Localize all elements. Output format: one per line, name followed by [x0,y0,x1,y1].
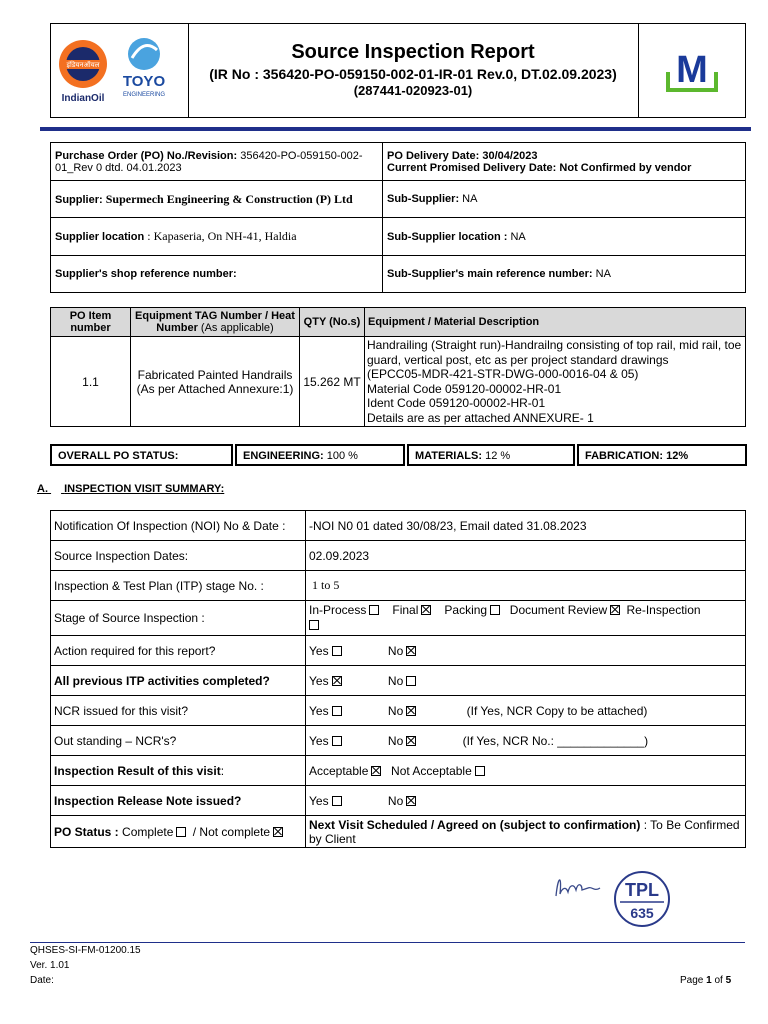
yes-label: Yes [309,733,329,748]
section-a-heading [37,483,224,495]
no-label: No [387,673,404,688]
stage-reinspection-label: Re-Inspection [626,603,701,617]
section-letter: A. [37,483,48,495]
outstanding-label: Out standing – NCR's? [51,726,306,756]
desc-line: Details are as per attached ANNEXURE- 1 [367,410,594,425]
footer-divider [30,942,745,943]
page-total: 5 [725,975,732,986]
no-label: No [387,703,404,718]
table-row [51,696,746,726]
m-logo-letter: M [676,49,708,91]
itp-label: Inspection & Test Plan (ITP) stage No. : [51,571,306,601]
noi-label: Notification Of Inspection (NOI) No & Date : [51,511,306,541]
indianoil-toyo-logo [51,24,188,117]
stage-reinspection-checkbox[interactable] [309,620,319,630]
subsupplier-label: Sub-Supplier: [387,193,460,205]
po-label: Purchase Order (PO) No./Revision: [55,149,238,162]
item-description [365,337,746,427]
indianoil-text: IndianOil [61,93,105,104]
table-row [51,726,746,756]
desc-line: Ident Code 059120-00002-HR-01 [367,396,546,410]
table-row [51,756,746,786]
result-options [306,756,746,786]
ncr-no-checkbox[interactable] [406,706,416,716]
no-label: No [387,733,404,748]
release-options [306,786,746,816]
no-label: No [387,793,404,808]
prev-yes-checkbox[interactable] [332,676,342,686]
action-label: Action required for this report? [51,636,306,666]
footer-date-label: Date: [30,975,54,986]
engineering-value: 100 % [326,450,358,462]
stage-docreview-label: Document Review [509,603,608,617]
col-tag-note: (As applicable) [200,322,274,334]
release-no-checkbox[interactable] [406,796,416,806]
fabrication-label: FABRICATION: [585,450,664,462]
stage-final-label: Final [392,603,419,617]
dates-value: 02.09.2023 [306,541,746,571]
stage-inprocess-checkbox[interactable] [369,605,379,615]
location-label: Supplier location [55,231,145,243]
indianoil-hindi-text: इंडियनऑयल [66,61,100,69]
table-row [51,666,746,696]
materials-status-box [407,444,575,466]
title-block [188,24,638,117]
table-row [51,337,746,427]
report-title: Source Inspection Report [291,41,535,63]
m-logo-block [638,24,746,117]
acceptable-checkbox[interactable] [371,766,381,776]
stage-final-checkbox[interactable] [421,605,431,615]
location-value: : Kapaseria, On NH-41, Haldia [147,229,297,243]
next-visit-label: Next Visit Scheduled / Agreed on (subject to confirmation) [309,817,641,832]
desc-line: Material Code 059120-00002-HR-01 [367,381,562,396]
not-complete-label: / Not complete [192,824,271,839]
complete-label: Complete [122,824,174,839]
next-visit-cell [306,816,746,848]
not-acceptable-checkbox[interactable] [475,766,485,776]
action-yes-checkbox[interactable] [332,646,342,656]
desc-line: Handrailing (Straight run)-Handrailng consisting of top rail, mid rail, toe guard, vertical post, etc as per project standard drawings [367,338,742,367]
ref-number: (287441-020923-01) [353,83,473,98]
result-colon: : [220,763,225,778]
signature-stamp [548,866,678,932]
stage-options [306,601,746,636]
release-label: Inspection Release Note issued? [51,786,306,816]
overall-status-label: OVERALL PO STATUS: [58,450,179,462]
no-label: No [387,643,404,658]
table-row [51,636,746,666]
header-divider [40,127,751,131]
promised-label: Current Promised Delivery Date: [387,161,557,174]
items-table [50,307,746,427]
visit-summary-table [50,510,746,848]
sublocation-value: NA [510,230,526,243]
item-qty: 15.262 MT [300,337,365,427]
supplier-label: Supplier: [55,193,103,206]
ncr-yes-checkbox[interactable] [332,706,342,716]
outstanding-no-checkbox[interactable] [406,736,416,746]
table-row [51,786,746,816]
prev-label: All previous ITP activities completed? [51,666,306,696]
m-logo [639,24,746,117]
not-complete-checkbox[interactable] [273,827,283,837]
complete-checkbox[interactable] [176,827,186,837]
report-header [50,23,746,118]
po-status-label: PO Status : [54,824,119,839]
table-row [51,571,746,601]
result-label: Inspection Result of this visit [54,763,221,778]
shopref-label: Supplier's shop reference number: [55,268,237,280]
col-tag [131,308,300,337]
stamp-text-bottom: 635 [630,905,654,921]
outstanding-yes-checkbox[interactable] [332,736,342,746]
po-status-cell [51,816,306,848]
page-word: Page [680,975,704,986]
prev-options [306,666,746,696]
yes-label: Yes [309,643,329,658]
delivery-value: 30/04/2023 [482,149,538,162]
col-qty: QTY (No.s) [300,308,365,337]
section-colon: : [220,483,225,495]
yes-label: Yes [309,703,329,718]
next-visit-value: : To Be Confirmed by Client [309,817,740,846]
stage-docreview-checkbox[interactable] [610,605,620,615]
action-no-checkbox[interactable] [406,646,416,656]
stage-label: Stage of Source Inspection : [51,601,306,636]
yes-label: Yes [309,793,329,808]
acceptable-label: Acceptable [309,763,369,778]
subsupplier-value: NA [462,193,478,205]
logo-block [51,24,189,117]
release-yes-checkbox[interactable] [332,796,342,806]
engineering-status-box [235,444,405,466]
not-acceptable-label: Not Acceptable [391,763,472,778]
action-options [306,636,746,666]
noi-value: -NOI N0 01 dated 30/08/23, Email dated 31.08.2023 [306,511,746,541]
toyo-sub-text: ENGINEERING [122,92,166,98]
stamp-text-top: TPL [625,880,659,900]
col-po-item: PO Item number [51,308,131,337]
overall-status-box [50,444,233,466]
ncr-label: NCR issued for this visit? [51,696,306,726]
materials-label: MATERIALS: [415,450,483,462]
dates-label: Source Inspection Dates: [51,541,306,571]
po-info-table [50,142,746,293]
engineering-label: ENGINEERING: [243,450,324,462]
table-row [51,541,746,571]
signature-mark [556,880,600,896]
desc-line: (EPCC05-MDR-421-STR-DWG-000-0016-04 & 05) [367,367,639,381]
fabrication-value: 12% [666,450,689,462]
delivery-label: PO Delivery Date: [387,149,480,162]
footer-form-number: QHSES-SI-FM-01200.15 [30,945,141,956]
yes-label: Yes [309,673,329,688]
prev-no-checkbox[interactable] [406,676,416,686]
result-label-cell [51,756,306,786]
page-number: 1 [706,975,712,986]
toyo-text: TOYO [122,73,166,90]
of-word: of [714,975,723,986]
fabrication-status-box [577,444,747,466]
table-row [51,601,746,636]
itp-value: 1 to 5 [306,571,746,601]
table-row [51,511,746,541]
stage-packing-label: Packing [444,603,488,617]
materials-value: 12 % [485,450,511,462]
table-row [51,816,746,848]
subref-label: Sub-Supplier's main reference number: [387,268,593,280]
ir-number: (IR No : 356420-PO-059150-002-01-IR-01 Rev.0, DT.02.09.2023) [209,66,617,82]
stage-inprocess-label: In-Process [309,603,367,617]
po-value: 356420-PO-059150-002-01_Rev 0 dtd. 04.01.2023 [55,149,363,174]
po-status-bar [50,444,747,468]
item-tag: Fabricated Painted Handrails (As per Attached Annexure:1) [131,337,300,427]
ncr-options [306,696,746,726]
outstanding-note: (If Yes, NCR No.: _____________) [462,733,649,748]
col-tag-main: Equipment TAG Number / Heat Number [135,310,295,334]
supplier-value: Supermech Engineering & Construction (P) Ltd [105,191,353,206]
promised-value: Not Confirmed by vendor [559,161,692,174]
ncr-note: (If Yes, NCR Copy to be attached) [466,703,648,718]
footer-page [680,975,731,986]
item-number: 1.1 [51,337,131,427]
outstanding-options [306,726,746,756]
subref-value: NA [595,268,611,280]
sublocation-label: Sub-Supplier location : [387,230,508,243]
col-description: Equipment / Material Description [365,308,746,337]
stage-packing-checkbox[interactable] [490,605,500,615]
section-title: INSPECTION VISIT SUMMARY [64,483,221,495]
footer-version: Ver. 1.01 [30,960,70,971]
